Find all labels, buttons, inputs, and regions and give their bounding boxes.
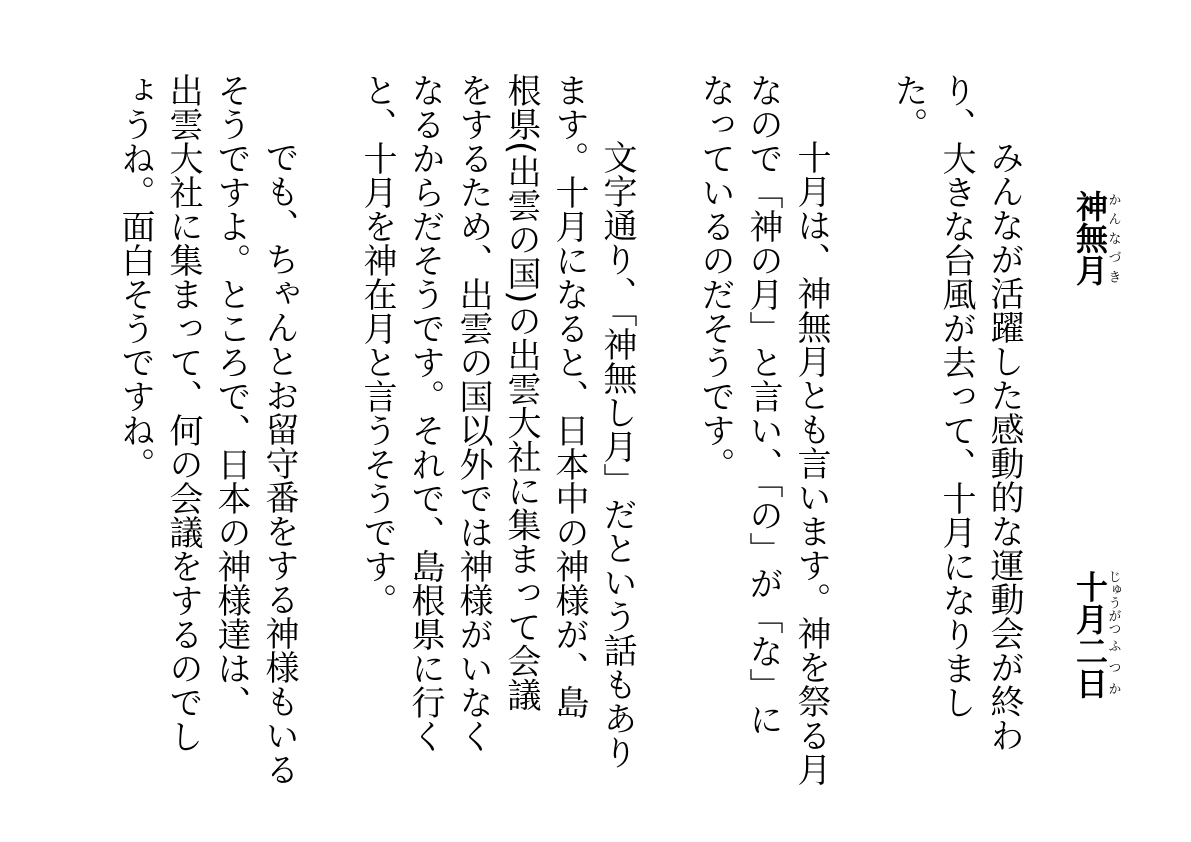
body-line-16: ょうね。面白そうですね。 (115, 73, 155, 481)
body-line-11: なるからだそうです。それで、島根県に行く (405, 73, 445, 753)
body-line-14: そうですよ。ところで、日本の神様達は、 (211, 73, 251, 719)
body-line-9: 根県(出雲の国)の出雲大社に集まって会議 (501, 73, 541, 712)
body-line-15: 出雲大社に集まって、何の会議をするのでし (163, 73, 203, 753)
body-line-3: た。 (888, 73, 928, 141)
body-line-6: なっているのだそうです。 (695, 73, 735, 481)
body-line-8: ます。十月になると、日本中の神様が、島 (549, 73, 589, 719)
body-line-4: 十月は、神無月とも言います。神を祭る月 (791, 106, 831, 786)
body-line-7: 文字通り、「神無し月」だという話もあり (597, 106, 637, 769)
body-line-10: をするため、出雲の国以外では神様がいなく (453, 73, 493, 753)
body-line-13: でも、ちゃんとお留守番をする神様もいる (259, 106, 299, 786)
body-line-2: り、大きな台風が去って、十月になりまし (936, 73, 976, 719)
body-line-12: と、十月を神在月と言うそうです。 (357, 73, 397, 617)
body-line-5: なので「神の月」と言い、「の」が「な」に (743, 73, 783, 736)
date-heading: 十月じゅうがつ二日ふつか (1071, 570, 1121, 699)
body-line-1: みんなが活躍した感動的な運動会が終わ (984, 106, 1024, 752)
page-title: 神無月かんなづき (1071, 190, 1121, 286)
